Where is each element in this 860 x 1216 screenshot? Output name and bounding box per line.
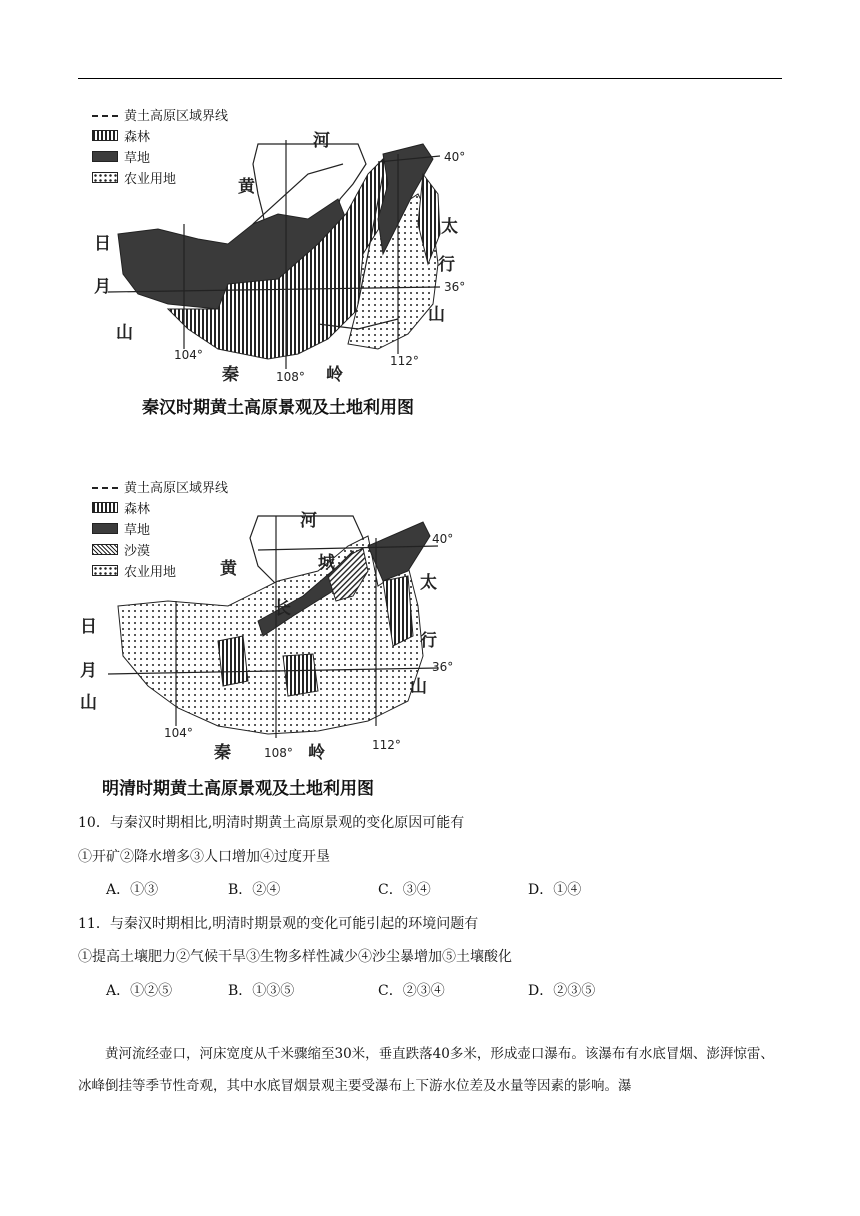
label-ling: 岭 bbox=[326, 365, 343, 385]
label-ling: 岭 bbox=[308, 743, 325, 763]
grassland-pattern-icon bbox=[92, 523, 118, 534]
q11-option-d[interactable]: D．②③⑤ bbox=[528, 983, 596, 999]
legend-label: 农业用地 bbox=[124, 565, 177, 580]
legend-farmland bbox=[92, 560, 228, 581]
label-qin: 秦 bbox=[214, 743, 231, 763]
legend-forest bbox=[92, 125, 228, 146]
label-huang: 黄 bbox=[220, 559, 237, 579]
legend-label: 草地 bbox=[124, 151, 151, 166]
qin-han-map bbox=[78, 104, 470, 424]
label-yue: 月 bbox=[80, 661, 97, 681]
q11-option-c[interactable]: C．②③④ bbox=[378, 983, 445, 999]
lat-40-label: 40° bbox=[444, 150, 466, 164]
header-rule bbox=[78, 78, 782, 79]
label-shan-left: 山 bbox=[80, 693, 97, 713]
label-he: 河 bbox=[300, 511, 317, 531]
legend-grassland bbox=[92, 518, 228, 539]
label-shan-right: 山 bbox=[410, 677, 427, 697]
legend-grassland bbox=[92, 146, 228, 167]
grassland-pattern-icon bbox=[92, 151, 118, 162]
farmland-pattern-icon bbox=[92, 172, 118, 183]
label-ri: 日 bbox=[80, 617, 97, 637]
label-tai: 太 bbox=[441, 217, 458, 237]
lat-36-label: 36° bbox=[432, 660, 454, 674]
legend-forest bbox=[92, 497, 228, 518]
question-10-items: ①开矿②降水增多③人口增加④过度开垦 bbox=[78, 849, 330, 865]
lon-104-label: 104° bbox=[174, 348, 203, 362]
question-11-stem: 11．与秦汉时期相比,明清时期景观的变化可能引起的环境问题有 bbox=[78, 916, 479, 932]
label-ri: 日 bbox=[94, 234, 111, 254]
q10-option-d[interactable]: D．①④ bbox=[528, 882, 582, 898]
legend-boundary bbox=[92, 104, 228, 125]
label-yue: 月 bbox=[94, 277, 111, 297]
hukou-waterfall-passage: 黄河流经壶口，河床宽度从千米骤缩至30米，垂直跌落40多米，形成壶口瀑布。该瀑布有水底冒烟、澎湃惊雷、冰峰倒挂等季节性奇观，其中水底冒烟景观主要受瀑布上下游水位差及水量等因素的影响。瀑 bbox=[78, 1046, 774, 1094]
label-hang: 行 bbox=[420, 631, 437, 651]
legend-label: 森林 bbox=[124, 502, 151, 517]
forest-pattern-icon bbox=[92, 130, 118, 141]
ming-qing-map bbox=[78, 476, 470, 799]
dashed-line-icon bbox=[92, 115, 118, 117]
legend-farmland bbox=[92, 167, 228, 188]
lon-108-label: 108° bbox=[276, 370, 305, 384]
label-cheng: 城 bbox=[318, 553, 335, 573]
ming-qing-map-caption: 明清时期黄土高原景观及土地利用图 bbox=[102, 779, 374, 799]
legend-label: 森林 bbox=[124, 130, 151, 145]
lon-112-label: 112° bbox=[390, 354, 419, 368]
legend-label: 农业用地 bbox=[124, 172, 177, 187]
legend-label: 黄土高原区域界线 bbox=[124, 481, 229, 496]
legend-boundary bbox=[92, 476, 228, 497]
forest-pattern-icon bbox=[92, 502, 118, 513]
qin-han-legend bbox=[92, 104, 228, 188]
lat-36-label: 36° bbox=[444, 280, 466, 294]
label-shan-left: 山 bbox=[116, 323, 133, 343]
desert-pattern-icon bbox=[92, 544, 118, 555]
farmland-pattern-icon bbox=[92, 565, 118, 576]
qin-han-map-caption: 秦汉时期黄土高原景观及土地利用图 bbox=[142, 398, 414, 418]
label-tai: 太 bbox=[420, 573, 437, 593]
legend-label: 草地 bbox=[124, 523, 151, 538]
legend-label: 沙漠 bbox=[124, 544, 151, 559]
lon-112-label: 112° bbox=[372, 738, 401, 752]
q10-option-a[interactable]: A．①③ bbox=[106, 882, 159, 898]
dashed-line-icon bbox=[92, 487, 118, 489]
ming-qing-legend bbox=[92, 476, 228, 581]
q10-option-b[interactable]: B．②④ bbox=[228, 882, 281, 898]
label-hang: 行 bbox=[438, 255, 455, 275]
label-chang: 长 bbox=[274, 599, 291, 619]
label-qin: 秦 bbox=[222, 365, 239, 385]
label-he: 河 bbox=[313, 131, 330, 151]
question-11-items: ①提高土壤肥力②气候干旱③生物多样性减少④沙尘暴增加⑤土壤酸化 bbox=[78, 949, 512, 965]
legend-label: 黄土高原区域界线 bbox=[124, 109, 229, 124]
label-shan-right: 山 bbox=[428, 305, 445, 325]
q10-option-c[interactable]: C．③④ bbox=[378, 882, 431, 898]
lat-40-label: 40° bbox=[432, 532, 454, 546]
lon-104-label: 104° bbox=[164, 726, 193, 740]
legend-desert bbox=[92, 539, 228, 560]
q11-option-a[interactable]: A．①②⑤ bbox=[106, 983, 173, 999]
lon-108-label: 108° bbox=[264, 746, 293, 760]
q11-option-b[interactable]: B．①③⑤ bbox=[228, 983, 295, 999]
question-10-stem: 10．与秦汉时期相比,明清时期黄土高原景观的变化原因可能有 bbox=[78, 815, 465, 831]
label-huang: 黄 bbox=[238, 177, 255, 197]
